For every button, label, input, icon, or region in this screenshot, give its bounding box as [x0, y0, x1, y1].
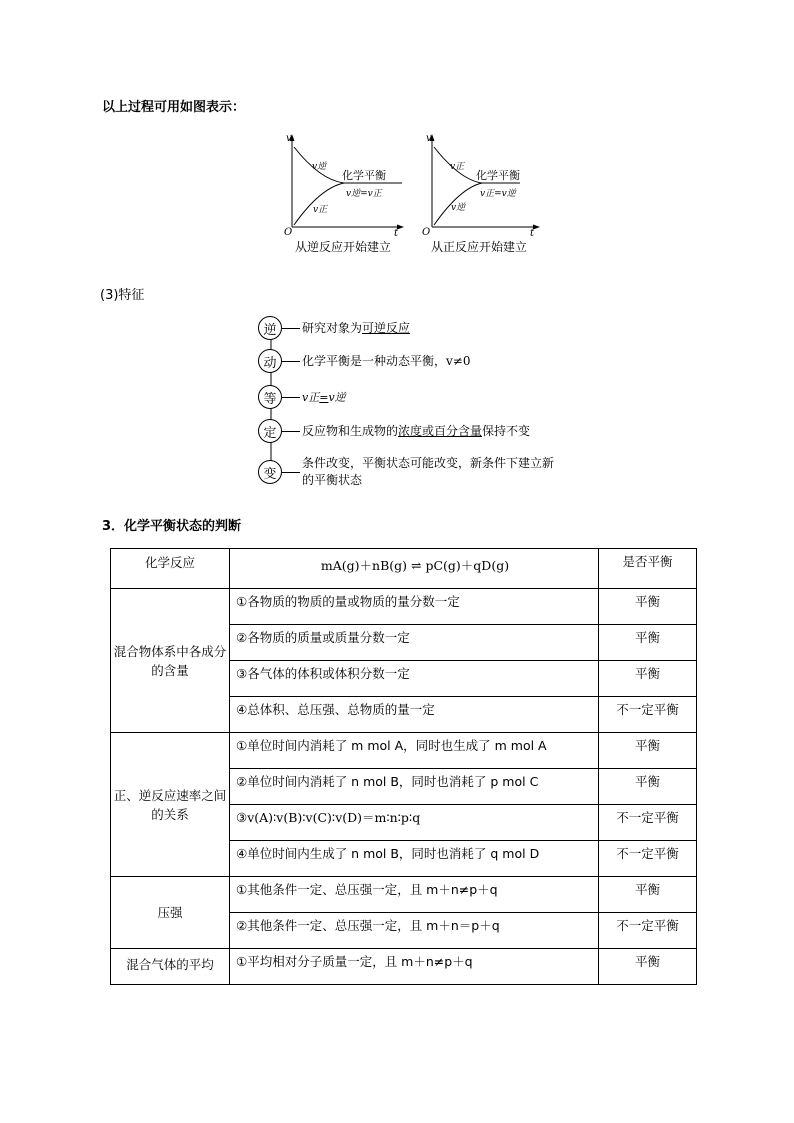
feature-dash: [282, 472, 300, 473]
condition-cell: ③各气体的体积或体积分数一定: [230, 661, 599, 697]
condition-cell: ②各物质的质量或质量分数一定: [230, 625, 599, 661]
graph-caption: 从逆反应开始建立: [295, 240, 392, 254]
result-cell: 不一定平衡: [599, 841, 697, 877]
table-row: [111, 733, 697, 769]
feature-char-circle: 变: [258, 460, 282, 484]
graph-lower-label: v逆: [451, 203, 466, 213]
condition-cell: ③v(A)∶v(B)∶v(C)∶v(D)＝m∶n∶p∶q: [230, 805, 599, 841]
table-row: [111, 589, 697, 625]
graph-upper-label: v正: [450, 162, 465, 172]
group-label: 正、逆反应速率之间的关系: [111, 733, 230, 877]
feature-text: 条件改变，平衡状态可能改变，新条件下建立新的平衡状态: [302, 456, 555, 487]
header-is-equilibrium: 是否平衡: [599, 549, 697, 589]
condition-cell: ②其他条件一定、总压强一定，且 m＋n＝p＋q: [230, 913, 599, 949]
feature-dash: [282, 397, 300, 398]
feature-char-circle: 逆: [258, 316, 282, 340]
condition-cell: ①各物质的物质的量或物质的量分数一定: [230, 589, 599, 625]
feature-item: [258, 348, 470, 374]
feature-item: [258, 454, 562, 490]
result-cell: 不一定平衡: [599, 697, 697, 733]
result-cell: 平衡: [599, 949, 697, 985]
graph-eq-relation: v逆=v正: [346, 189, 382, 199]
velocity-graph-reverse: [282, 132, 412, 258]
condition-cell: ④单位时间内生成了 n mol B，同时也消耗了 q mol D: [230, 841, 599, 877]
header-reaction: 化学反应: [111, 549, 230, 589]
feature-dash: [282, 431, 300, 432]
table-row: [111, 949, 697, 985]
condition-cell: ①平均相对分子质量一定，且 m＋n≠p＋q: [230, 949, 599, 985]
condition-cell: ②单位时间内消耗了 n mol B，同时也消耗了 p mol C: [230, 769, 599, 805]
section-title: 3．化学平衡状态的判断: [102, 519, 242, 534]
graph-axis-t: t: [394, 228, 399, 239]
result-cell: 不一定平衡: [599, 913, 697, 949]
feature-text: 反应物和生成物的浓度或百分含量保持不变: [302, 423, 531, 438]
result-cell: 平衡: [599, 733, 697, 769]
result-cell: 平衡: [599, 769, 697, 805]
group-label: 压强: [111, 877, 230, 949]
result-cell: 平衡: [599, 625, 697, 661]
condition-cell: ①单位时间内消耗了 m mol A，同时也生成了 m mol A: [230, 733, 599, 769]
feature-char-circle: 动: [258, 349, 282, 373]
graph-lower-label: v正: [313, 205, 328, 215]
intro-text: 以上过程可用如图表示：: [102, 100, 246, 115]
graph-eq-relation: v正=v逆: [480, 189, 516, 199]
table-row: [111, 877, 697, 913]
header-equation: mA(g)＋nB(g) ⇌ pC(g)＋qD(g): [230, 549, 599, 589]
graph-upper-label: v逆: [312, 162, 327, 172]
result-cell: 平衡: [599, 877, 697, 913]
feature-item: [258, 315, 410, 341]
condition-cell: ④总体积、总压强、总物质的量一定: [230, 697, 599, 733]
graph-origin: O: [422, 227, 431, 238]
equilibrium-judgement-table: [110, 548, 697, 985]
graph-eq-title: 化学平衡: [476, 169, 520, 182]
graph-origin: O: [284, 227, 293, 238]
graph-caption: 从正反应开始建立: [431, 240, 528, 254]
result-cell: 平衡: [599, 661, 697, 697]
graph-axis-v: v: [286, 133, 292, 144]
graph-eq-title: 化学平衡: [342, 169, 386, 182]
feature-text: 化学平衡是一种动态平衡，v≠0: [302, 353, 471, 368]
result-cell: 不一定平衡: [599, 805, 697, 841]
group-label: 混合气体的平均: [111, 949, 230, 985]
feature-char-circle: 定: [258, 419, 282, 443]
velocity-graph-forward: [418, 132, 548, 258]
table-header-row: [111, 549, 697, 589]
feature-text: 研究对象为可逆反应: [302, 320, 411, 335]
graph-axis-v: v: [426, 133, 432, 144]
group-label: 混合物体系中各成分的含量: [111, 589, 230, 733]
result-cell: 平衡: [599, 589, 697, 625]
feature-item: [258, 384, 346, 410]
feature-text: v正=v逆: [302, 390, 346, 404]
feature-item: [258, 418, 530, 444]
feature-heading: (3)特征: [100, 288, 145, 303]
feature-dash: [282, 361, 300, 362]
graph-axis-t: t: [530, 228, 535, 239]
condition-cell: ①其他条件一定、总压强一定，且 m＋n≠p＋q: [230, 877, 599, 913]
feature-char-circle: 等: [258, 385, 282, 409]
feature-dash: [282, 328, 300, 329]
